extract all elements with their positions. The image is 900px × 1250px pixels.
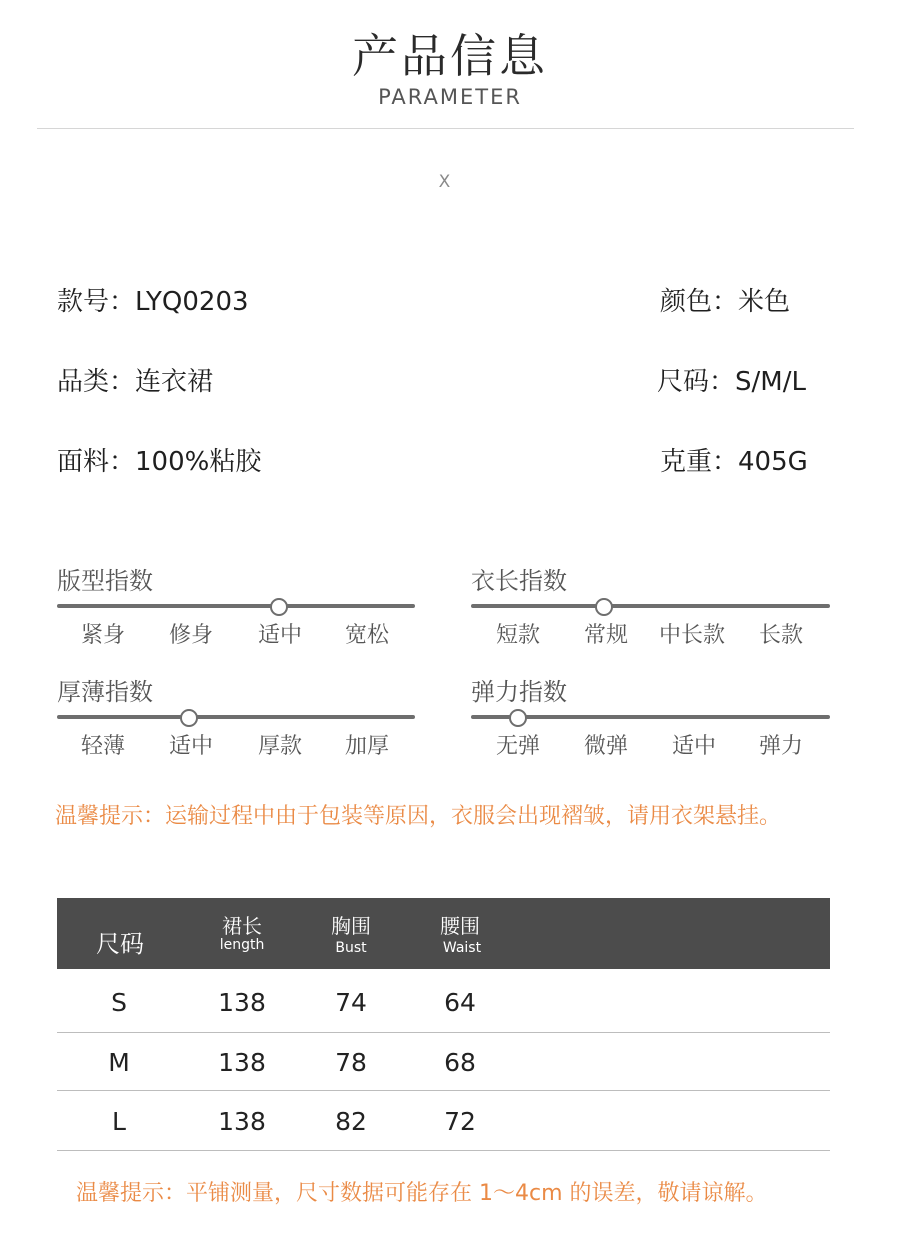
thickness-index-option: 轻薄 bbox=[80, 734, 125, 759]
elasticity-index-option: 无弹 bbox=[495, 734, 540, 759]
spec-color: 颜色：米色 bbox=[660, 287, 791, 317]
spec-style-no: 款号：LYQ0203 bbox=[57, 287, 249, 317]
table-row-size: L bbox=[112, 1107, 126, 1136]
length-index-option: 长款 bbox=[758, 623, 803, 648]
shipping-tip: 温馨提示：运输过程中由于包装等原因，衣服会出现褶皱，请用衣架悬挂。 bbox=[55, 804, 782, 829]
size-table-header-waist: 腰围 bbox=[440, 914, 480, 938]
thickness-index-knob bbox=[180, 709, 198, 727]
page-subtitle: PARAMETER bbox=[378, 85, 522, 109]
table-row-size: S bbox=[111, 988, 127, 1017]
length-index-track bbox=[471, 604, 830, 608]
length-index-title: 衣长指数 bbox=[471, 567, 567, 595]
header-divider bbox=[37, 128, 854, 129]
length-index-option: 中长款 bbox=[658, 623, 725, 648]
table-cell: 78 bbox=[335, 1048, 367, 1077]
thickness-index-option: 适中 bbox=[168, 734, 213, 759]
table-cell: 138 bbox=[218, 1107, 266, 1136]
fit-index-option: 紧身 bbox=[80, 623, 125, 648]
size-table-header-length-en: length bbox=[219, 937, 265, 953]
table-row-divider bbox=[57, 1150, 830, 1151]
table-cell: 138 bbox=[218, 1048, 266, 1077]
fit-index-option: 修身 bbox=[168, 623, 213, 648]
table-cell: 74 bbox=[335, 988, 367, 1017]
thickness-index-title: 厚薄指数 bbox=[57, 678, 153, 706]
fit-index-track bbox=[57, 604, 415, 608]
length-index-option: 常规 bbox=[583, 623, 628, 648]
elasticity-index-option: 弹力 bbox=[758, 734, 803, 759]
size-table-header-waist-en: Waist bbox=[442, 940, 482, 956]
thickness-index-option: 厚款 bbox=[257, 734, 302, 759]
size-table-header-size: 尺码 bbox=[96, 930, 144, 958]
size-table-header-length: 裙长 bbox=[222, 914, 262, 938]
elasticity-index-title: 弹力指数 bbox=[471, 678, 567, 706]
length-index-option: 短款 bbox=[495, 623, 540, 648]
spec-category: 品类：连衣裙 bbox=[57, 367, 214, 397]
measurement-tip: 温馨提示：平铺测量，尺寸数据可能存在 1～4cm 的误差，敬请谅解。 bbox=[76, 1181, 768, 1206]
fit-index-knob bbox=[270, 598, 288, 616]
table-cell: 72 bbox=[444, 1107, 476, 1136]
elasticity-index-option: 微弹 bbox=[583, 734, 628, 759]
size-table-header-bust: 胸围 bbox=[331, 914, 371, 938]
elasticity-index-option: 适中 bbox=[671, 734, 716, 759]
image-placeholder: X bbox=[438, 172, 451, 192]
thickness-index-option: 加厚 bbox=[344, 734, 389, 759]
table-cell: 68 bbox=[444, 1048, 476, 1077]
spec-size: 尺码：S/M/L bbox=[657, 367, 806, 397]
table-cell: 64 bbox=[444, 988, 476, 1017]
table-cell: 138 bbox=[218, 988, 266, 1017]
fit-index-option: 适中 bbox=[257, 623, 302, 648]
thickness-index-track bbox=[57, 715, 415, 719]
fit-index-title: 版型指数 bbox=[57, 567, 153, 595]
spec-weight: 克重：405G bbox=[660, 447, 808, 477]
fit-index-option: 宽松 bbox=[344, 623, 389, 648]
size-table-header bbox=[57, 898, 830, 969]
length-index-knob bbox=[595, 598, 613, 616]
table-row-size: M bbox=[108, 1048, 130, 1077]
elasticity-index-knob bbox=[509, 709, 527, 727]
spec-fabric: 面料：100%粘胶 bbox=[57, 447, 262, 477]
page-title: 产品信息 bbox=[352, 29, 548, 83]
size-table-header-bust-en: Bust bbox=[335, 940, 367, 956]
table-cell: 82 bbox=[335, 1107, 367, 1136]
table-row-divider bbox=[57, 1090, 830, 1091]
table-row-divider bbox=[57, 1032, 830, 1033]
